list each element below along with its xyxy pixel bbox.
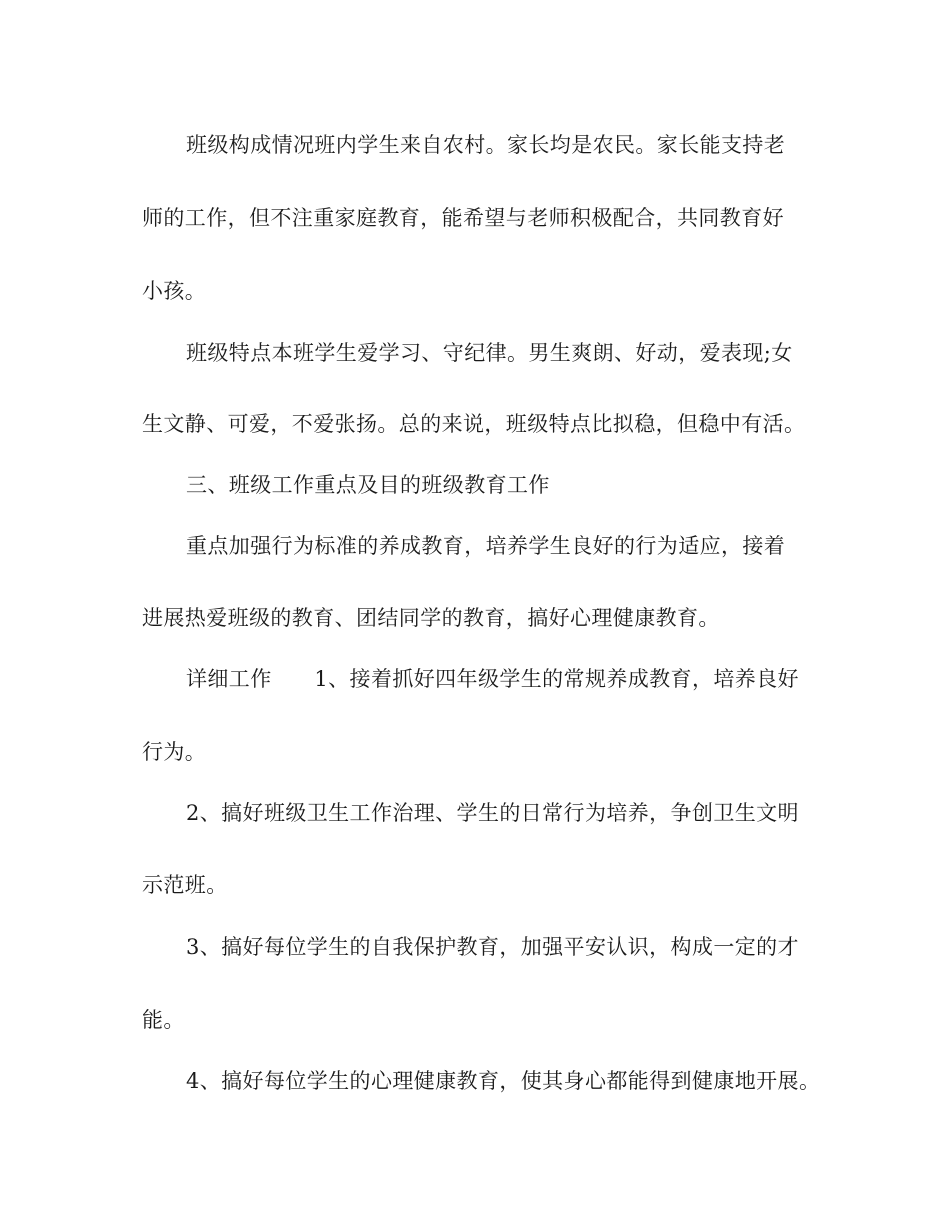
paragraph-line: 生文静、可爱，不爱张扬。总的来说，班级特点比拟稳，但稳中有活。 [142, 412, 806, 436]
paragraph-line: 3、搞好每位学生的自我保护教育，加强平安认识，构成一定的才 [186, 935, 799, 959]
paragraph-line: 示范班。 [142, 873, 228, 897]
paragraph-line: 详细工作 1、接着抓好四年级学生的常规养成教育，培养良好 [186, 667, 799, 691]
section-heading: 三、班级工作重点及目的班级教育工作 [186, 473, 550, 497]
paragraph-line: 能。 [142, 1008, 185, 1032]
paragraph-line: 重点加强行为标准的养成教育，培养学生良好的行为适应，接着 [186, 534, 786, 558]
paragraph-line: 2、搞好班级卫生工作治理、学生的日常行为培养，争创卫生文明 [186, 801, 799, 825]
paragraph-line: 师的工作，但不注重家庭教育，能希望与老师积极配合，共同教育好 [142, 206, 784, 230]
paragraph-line: 班级特点本班学生爱学习、守纪律。男生爽朗、好动，爱表现;女 [186, 341, 793, 365]
paragraph-line: 进展热爱班级的教育、团结同学的教育，搞好心理健康教育。 [142, 606, 720, 630]
paragraph-line: 班级构成情况班内学生来自农村。家长均是农民。家长能支持老 [186, 133, 786, 157]
paragraph-line: 行为。 [142, 740, 207, 764]
paragraph-line: 4、搞好每位学生的心理健康教育，使其身心都能得到健康地开展。 [186, 1069, 821, 1093]
paragraph-line: 小孩。 [142, 279, 207, 303]
